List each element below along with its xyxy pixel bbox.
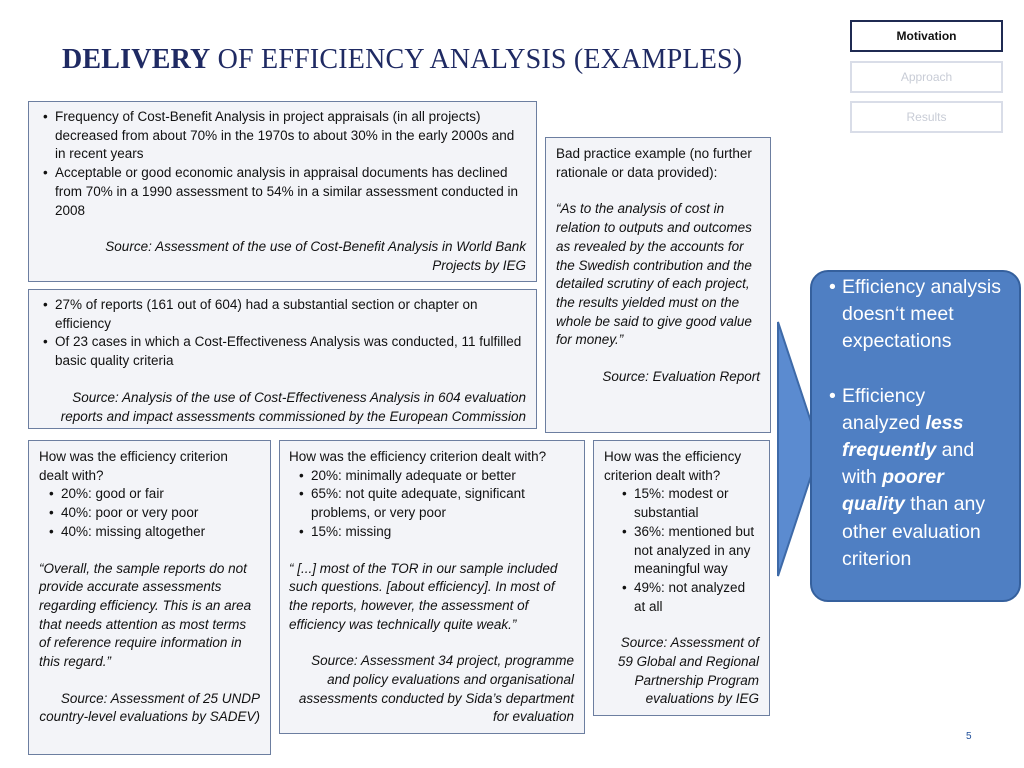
source-citation: Source: Evaluation Report [602,369,760,385]
list-item: • 65%: not quite adequate, significant problems, or very poor [311,485,574,522]
page-title-bold: DELIVERY [62,44,211,75]
question-text: How was the efficiency criterion dealt with? [604,449,742,483]
nav-results-button[interactable]: Results [850,101,1003,133]
source-citation: Source: Assessment of 59 Global and Regional Partnership Program evaluations by IEG [617,635,759,707]
conclusion-callout [810,270,1021,602]
conclusion-text-suffix: than any other evaluation criterion [842,493,986,570]
question-text: How was the efficiency criterion dealt with? [39,449,228,483]
conclusion-text-prefix: Efficiency analyzed [842,384,926,434]
ieg-grpp-box [593,440,770,716]
ieg-grpp-list [604,485,759,616]
sida-list [289,467,574,542]
question-text: How was the efficiency criterion dealt with? [289,449,547,464]
conclusion-point-2 [842,383,1005,573]
source-citation: Source: Analysis of the use of Cost-Effectiveness Analysis in 604 evaluation reports and impact assessments commissioned by the European Commission [60,389,526,424]
source-citation: Source: Assessment of the use of Cost-Benefit Analysis in World Bank Projects by IEG [105,239,526,273]
list-item: • 40%: poor or very poor [61,504,260,523]
list-item: • 15%: missing [311,523,574,542]
page-title [62,44,742,76]
bad-practice-intro: Bad practice example (no further rationale or data provided): [556,146,752,180]
conclusion-emphasis-poorer-quality: poorer quality [842,466,944,516]
undp-list [39,485,260,541]
list-item: • 15%: modest or substantial [634,485,759,522]
ec-cea-list [33,296,526,371]
nav-approach-button[interactable]: Approach [850,61,1003,93]
bad-practice-quote: “As to the analysis of cost in relation to outputs and outcomes as revealed by the accounts for the Swedish contribution and the detailed scrutiny of each project, the results yielded must on the whole be said to give good value for money.” [556,201,752,348]
page-number: 5 [966,731,972,742]
sida-box [279,440,585,734]
undp-box [28,440,271,755]
sida-quote: “ [...] most of the TOR in our sample included such questions. [about efficiency]. In most of the reports, however, the assessment of efficiency was technically quite weak.” [289,560,558,632]
conclusion-point-1: • Efficiency analysis doesn‘t meet expectations [842,274,1005,356]
bad-practice-box [545,137,771,433]
conclusion-text-mid: and with [842,439,975,489]
worldbank-cba-list [33,108,526,220]
list-item: • Frequency of Cost-Benefit Analysis in project appraisals (in all projects) decreased from about 70% in the 1970s to about 30% in the early 2000s and in recent years [55,108,526,164]
list-item: • 27% of reports (161 out of 604) had a substantial section or chapter on efficiency [55,296,526,333]
list-item: • 20%: good or fair [61,485,260,504]
page-title-rest: OF EFFICIENCY ANALYSIS (EXAMPLES) [210,44,743,75]
source-citation: Source: Assessment 34 project, programme and policy evaluations and organisational assessments conducted by Sida’s department for evaluation [298,653,574,725]
list-item: • 36%: mentioned but not analyzed in any meaningful way [634,523,759,579]
undp-quote: “Overall, the sample reports do not provide accurate assessments regarding efficiency. This is an area that needs attention as most terms of reference require information in this regard.” [39,560,252,670]
ec-cea-box [28,289,537,429]
list-item: • 40%: missing altogether [61,523,260,542]
list-item: • Acceptable or good economic analysis in appraisal documents has declined from 70% in a 1990 assessment to 54% in a similar assessment conducted in 2008 [55,164,526,220]
worldbank-cba-box [28,101,537,282]
nav-motivation-button[interactable]: Motivation [850,20,1003,52]
conclusion-emphasis-less-frequently: less frequently [842,411,964,462]
source-citation: Source: Assessment of 25 UNDP country-level evaluations by SADEV) [39,690,260,725]
list-item: • 49%: not analyzed at all [634,579,759,616]
list-item: • Of 23 cases in which a Cost-Effectiveness Analysis was conducted, 11 fulfilled basic quality criteria [55,333,526,370]
list-item: • 20%: minimally adequate or better [311,467,574,486]
conclusion-list [828,274,1005,573]
